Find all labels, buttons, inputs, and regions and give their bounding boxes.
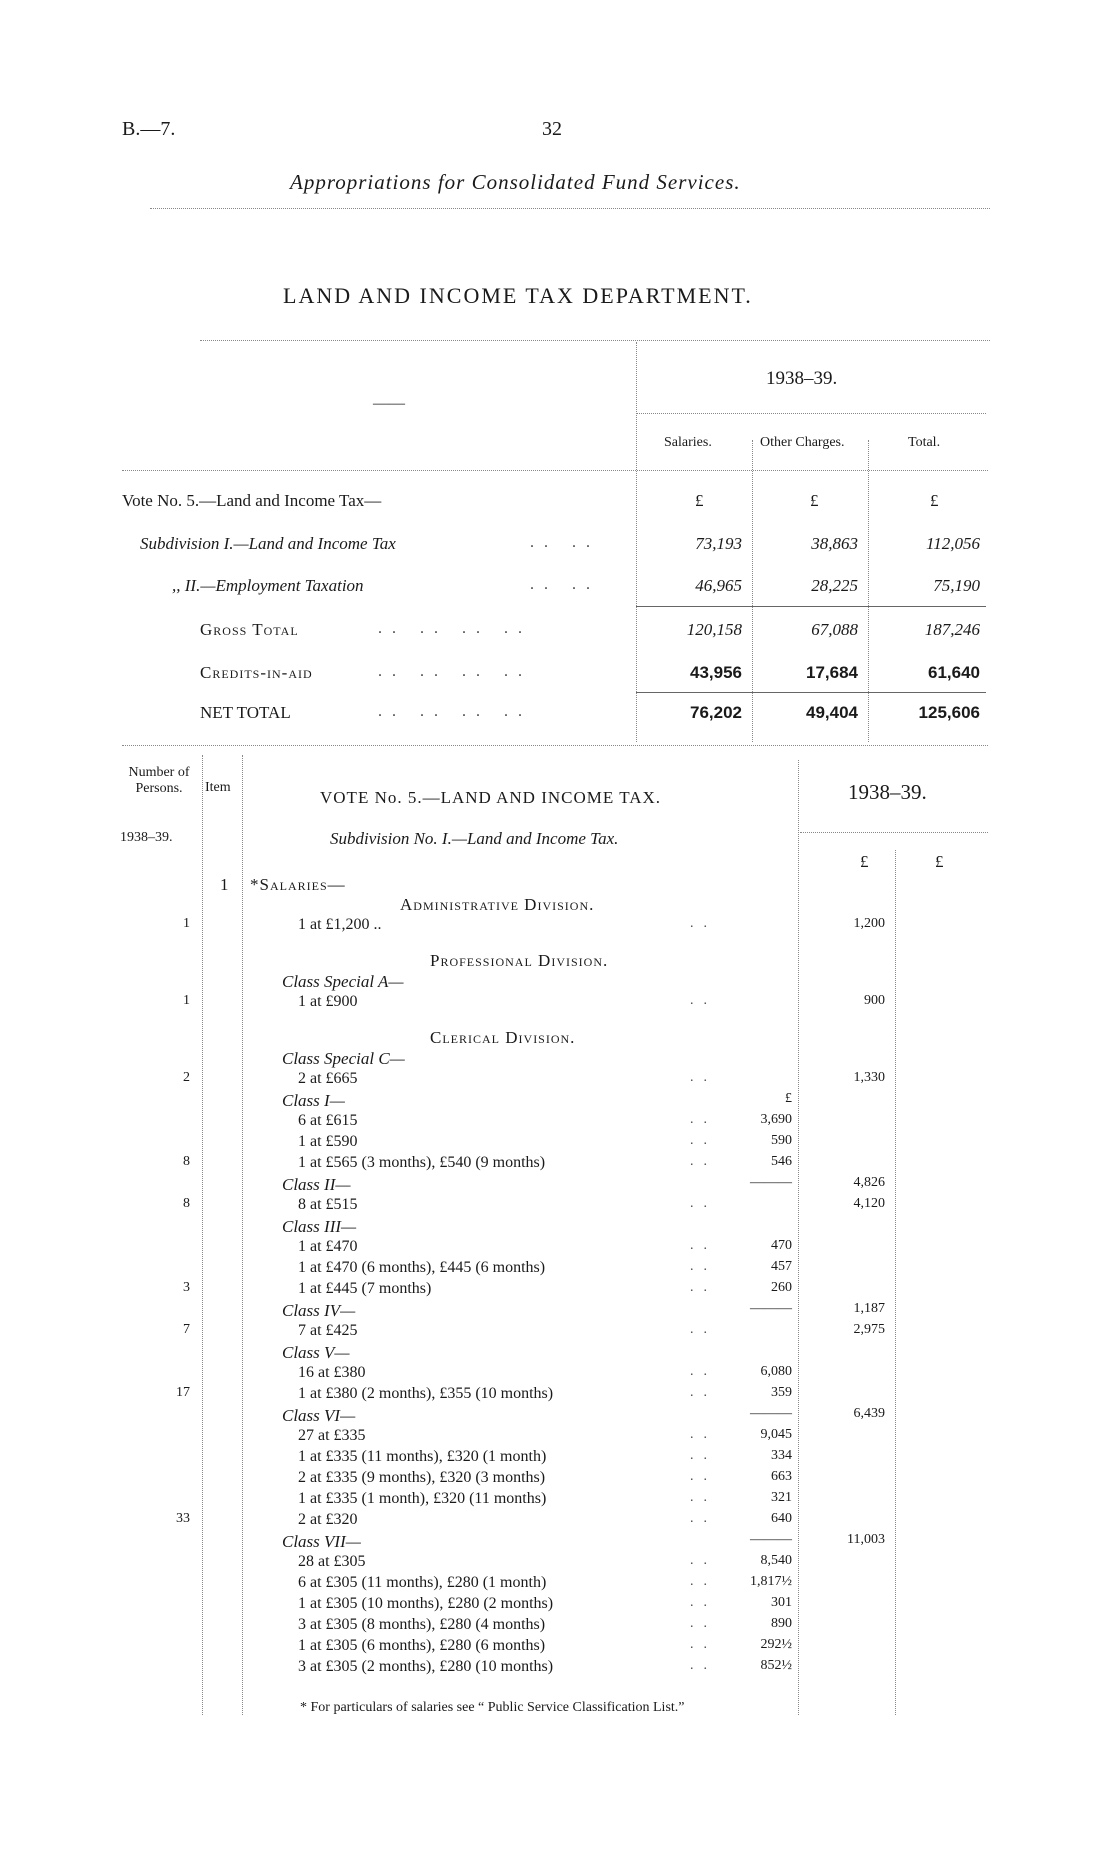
persons-count: 7 xyxy=(183,1322,190,1337)
amount-inner: 8,540 xyxy=(760,1553,792,1568)
line-text: Class II— xyxy=(282,1175,351,1194)
amount-inner: ——— xyxy=(750,1532,792,1547)
summary-total: 61,640 xyxy=(928,663,980,682)
line-text: 2 at £335 (9 months), £320 (3 months) xyxy=(298,1469,546,1486)
persons-count: 1 xyxy=(183,993,190,1008)
line-text: 1 at £1,200 .. xyxy=(298,916,382,933)
amount-outer: 4,120 xyxy=(853,1196,885,1211)
column-rule xyxy=(242,755,243,1715)
vote-label: Vote No. 5.—Land and Income Tax— xyxy=(122,491,382,510)
leader-dots: .. xyxy=(690,1112,717,1127)
line-text: 3 at £305 (2 months), £280 (10 months) xyxy=(298,1658,554,1675)
gross-total-label: Gross Total xyxy=(200,620,299,639)
leader-dots: .. xyxy=(690,1427,717,1442)
amount-inner: 3,690 xyxy=(760,1112,792,1127)
summary-salaries: 46,965 xyxy=(695,576,742,595)
line-text: Class Special A— xyxy=(282,972,404,991)
divider xyxy=(636,413,986,414)
column-rule xyxy=(895,850,896,1715)
divider xyxy=(200,340,990,341)
persons-count: 8 xyxy=(183,1154,190,1169)
line-text: 28 at £305 xyxy=(298,1553,366,1570)
leader-dots: .. xyxy=(690,1322,717,1337)
amount-inner: 334 xyxy=(771,1448,792,1463)
amount-inner: 852½ xyxy=(760,1658,792,1673)
line-text: 6 at £305 (11 months), £280 (1 month) xyxy=(298,1574,547,1591)
amount-inner: 640 xyxy=(771,1511,792,1526)
summary-other: 49,404 xyxy=(806,703,858,722)
summary-dash: —— xyxy=(373,395,405,412)
line-text: 1 at £590 xyxy=(298,1133,358,1150)
summary-row-label: ,, II.—Employment Taxation xyxy=(172,576,364,595)
summary-total: 125,606 xyxy=(918,703,980,722)
col-header-item: Item xyxy=(205,780,231,795)
summary-other: 28,225 xyxy=(811,576,858,595)
line-text: Administrative Division. xyxy=(400,895,595,914)
leader-dots: .. xyxy=(690,993,717,1008)
line-text: 1 at £335 (1 month), £320 (11 months) xyxy=(298,1490,547,1507)
leader-dots: .. xyxy=(690,1154,717,1169)
amount-inner: 6,080 xyxy=(760,1364,792,1379)
leader-dots: .. xyxy=(690,1511,717,1526)
currency-col1: £ xyxy=(860,852,869,871)
divider xyxy=(122,470,988,471)
amount-inner: 457 xyxy=(771,1259,792,1274)
line-text: Class Special C— xyxy=(282,1049,405,1068)
leader-dots: .. xyxy=(690,1238,717,1253)
amount-inner: ——— xyxy=(750,1301,792,1316)
currency-salaries: £ xyxy=(695,491,704,510)
summary-other: 17,684 xyxy=(806,663,858,682)
line-text: 27 at £335 xyxy=(298,1427,366,1444)
line-text: 1 at £335 (11 months), £320 (1 month) xyxy=(298,1448,547,1465)
line-text: Class VII— xyxy=(282,1532,361,1551)
summary-row-label: Subdivision I.—Land and Income Tax xyxy=(140,534,396,553)
line-text: Class IV— xyxy=(282,1301,356,1320)
leader-dots: .. xyxy=(690,1658,717,1673)
amount-inner: 590 xyxy=(771,1133,792,1148)
leader-dots: .. xyxy=(690,1637,717,1652)
summary-salaries: 73,193 xyxy=(695,534,742,553)
amount-outer: 1,200 xyxy=(853,916,885,931)
line-text: 1 at £470 xyxy=(298,1238,358,1255)
summary-total: 75,190 xyxy=(933,576,980,595)
currency-total: £ xyxy=(930,491,939,510)
amount-outer: 2,975 xyxy=(853,1322,885,1337)
amount-inner: 359 xyxy=(771,1385,792,1400)
amount-inner: 321 xyxy=(771,1490,792,1505)
leader-dots: .. .. xyxy=(530,534,600,551)
line-text: Class V— xyxy=(282,1343,350,1362)
page-number: 32 xyxy=(542,118,562,140)
divider xyxy=(122,745,988,746)
rule xyxy=(636,606,986,607)
net-total-label: NET TOTAL xyxy=(200,703,291,722)
leader-dots: .. .. .. .. xyxy=(378,620,532,637)
leader-dots: .. xyxy=(690,1259,717,1274)
line-text: 7 at £425 xyxy=(298,1322,358,1339)
leader-dots: .. xyxy=(690,1364,717,1379)
amount-outer: 4,826 xyxy=(853,1175,885,1190)
line-text: Class III— xyxy=(282,1217,357,1236)
summary-total: 112,056 xyxy=(926,534,980,553)
line-text: Professional Division. xyxy=(430,951,609,970)
line-text: 2 at £320 xyxy=(298,1511,358,1528)
line-text: 1 at £900 xyxy=(298,993,358,1010)
line-text: 1 at £380 (2 months), £355 (10 months) xyxy=(298,1385,554,1402)
leader-dots: .. xyxy=(690,1574,717,1589)
leader-dots: .. xyxy=(690,1385,717,1400)
leader-dots: .. xyxy=(690,1595,717,1610)
leader-dots: .. xyxy=(690,1553,717,1568)
divider xyxy=(150,208,990,209)
line-text: 1 at £305 (6 months), £280 (6 months) xyxy=(298,1637,546,1654)
amount-inner: 1,817½ xyxy=(750,1574,792,1589)
page-ref: B.—7. xyxy=(122,118,176,140)
amount-inner: 9,045 xyxy=(760,1427,792,1442)
summary-salaries: 76,202 xyxy=(690,703,742,722)
divider xyxy=(800,832,988,833)
vote-title: VOTE No. 5.—LAND AND INCOME TAX. xyxy=(320,788,662,807)
column-rule xyxy=(202,755,203,1715)
summary-salaries: 120,158 xyxy=(686,620,742,639)
line-text: Class VI— xyxy=(282,1406,356,1425)
footnote: * For particulars of salaries see “ Public Service Classification List.” xyxy=(300,1700,685,1715)
leader-dots: .. xyxy=(690,1280,717,1295)
line-text: Clerical Division. xyxy=(430,1028,576,1047)
leader-dots: .. xyxy=(690,1490,717,1505)
amount-inner: 301 xyxy=(771,1595,792,1610)
column-rule xyxy=(798,760,799,1715)
persons-count: 17 xyxy=(176,1385,190,1400)
leader-dots: .. .. .. .. xyxy=(378,703,532,720)
persons-count: 8 xyxy=(183,1196,190,1211)
line-text: 8 at £515 xyxy=(298,1196,358,1213)
col-header-salaries: Salaries. xyxy=(664,435,712,450)
leader-dots: .. xyxy=(690,1133,717,1148)
currency-other: £ xyxy=(810,491,819,510)
rule xyxy=(636,692,986,693)
running-title: Appropriations for Consolidated Fund Services. xyxy=(290,170,741,194)
line-text: 1 at £445 (7 months) xyxy=(298,1280,432,1297)
salaries-heading: *Salaries— xyxy=(250,875,346,894)
department-title: LAND AND INCOME TAX DEPARTMENT. xyxy=(283,283,753,308)
leader-dots: .. xyxy=(690,1469,717,1484)
leader-dots: .. xyxy=(690,916,717,931)
amount-inner: ——— xyxy=(750,1406,792,1421)
line-text: 16 at £380 xyxy=(298,1364,366,1381)
amount-inner: 663 xyxy=(771,1469,792,1484)
col-header-total: Total. xyxy=(908,435,941,450)
line-text: 6 at £615 xyxy=(298,1112,358,1129)
amount-outer: 1,187 xyxy=(853,1301,885,1316)
amount-inner: 546 xyxy=(771,1154,792,1169)
col-header-other-charges: Other Charges. xyxy=(760,435,845,450)
amount-outer: 11,003 xyxy=(847,1532,885,1547)
leader-dots: .. .. .. .. xyxy=(378,663,532,680)
currency-col2: £ xyxy=(935,852,944,871)
persons-count: 2 xyxy=(183,1070,190,1085)
amount-inner: ——— xyxy=(750,1175,792,1190)
line-text: 3 at £305 (8 months), £280 (4 months) xyxy=(298,1616,546,1633)
summary-salaries: 43,956 xyxy=(690,663,742,682)
leader-dots: .. xyxy=(690,1448,717,1463)
leader-dots: .. xyxy=(690,1616,717,1631)
amount-outer: 900 xyxy=(864,993,885,1008)
summary-year: 1938–39. xyxy=(766,368,838,389)
vote-subtitle: Subdivision No. I.—Land and Income Tax. xyxy=(330,829,619,848)
col-header-persons-year: 1938–39. xyxy=(120,830,173,845)
persons-count: 1 xyxy=(183,916,190,931)
line-text: 1 at £305 (10 months), £280 (2 months) xyxy=(298,1595,554,1612)
amount-inner: 292½ xyxy=(760,1637,792,1652)
col-header-persons: Number of Persons. xyxy=(128,765,190,796)
line-text: 2 at £665 xyxy=(298,1070,358,1087)
line-text: Class I— xyxy=(282,1091,345,1110)
credits-in-aid-label: Credits-in-aid xyxy=(200,663,313,682)
leader-dots: .. xyxy=(690,1196,717,1211)
amount-outer: 1,330 xyxy=(853,1070,885,1085)
amount-outer: 6,439 xyxy=(853,1406,885,1421)
leader-dots: .. .. xyxy=(530,576,600,593)
vote-year: 1938–39. xyxy=(848,780,927,804)
leader-dots: .. xyxy=(690,1070,717,1085)
persons-count: 3 xyxy=(183,1280,190,1295)
persons-count: 33 xyxy=(176,1511,190,1526)
amount-inner: £ xyxy=(785,1091,792,1106)
amount-inner: 470 xyxy=(771,1238,792,1253)
summary-total: 187,246 xyxy=(924,620,980,639)
amount-inner: 890 xyxy=(771,1616,792,1631)
line-text: 1 at £470 (6 months), £445 (6 months) xyxy=(298,1259,546,1276)
amount-inner: 260 xyxy=(771,1280,792,1295)
item-number: 1 xyxy=(220,875,229,894)
summary-other: 38,863 xyxy=(811,534,858,553)
line-text: 1 at £565 (3 months), £540 (9 months) xyxy=(298,1154,546,1171)
summary-other: 67,088 xyxy=(811,620,858,639)
